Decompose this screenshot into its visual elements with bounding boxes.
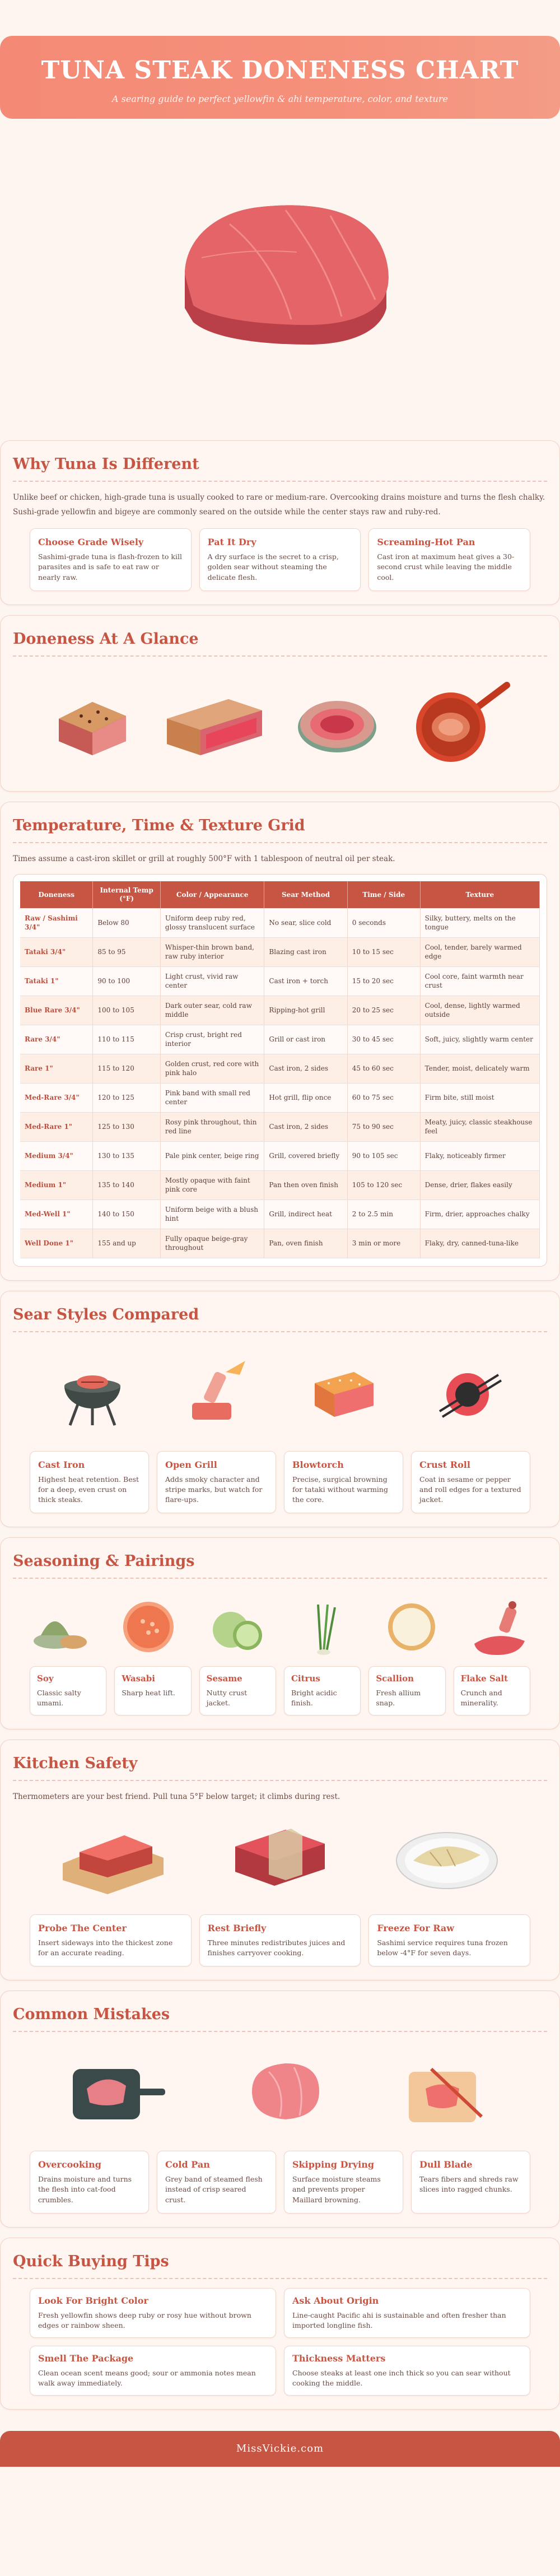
card-text: Cast iron at maximum heat gives a 30-second crust while leaving the middle cool.	[377, 552, 515, 582]
grid-note: Times assume a cast-iron skillet or grill at roughly 500°F with 1 tablespoon of neutral oil per steak.	[13, 854, 395, 863]
table-row	[20, 1025, 540, 1054]
card-title: Flake Salt	[460, 1673, 508, 1684]
card-title: Citrus	[291, 1673, 320, 1684]
table-cell: 135 to 140	[93, 1170, 161, 1199]
salt-shaker-icon	[469, 1596, 530, 1658]
section-heading: Kitchen Safety	[13, 1755, 547, 1781]
table-row	[20, 966, 540, 996]
seared-slice-icon	[292, 685, 382, 758]
card-text: Grey band of steamed flesh instead of crisp seared crust.	[165, 2175, 263, 2204]
card-title: Ask About Origin	[292, 2295, 379, 2306]
table-cell: Whisper-thin brown band, raw ruby interior	[160, 937, 264, 966]
table-cell: 105 to 120 sec	[347, 1170, 420, 1199]
page	[0, 36, 560, 2467]
table-cell: Cool, tender, barely warmed edge	[420, 937, 539, 966]
table-cell: Blazing cast iron	[264, 937, 347, 966]
hero-illustration	[0, 119, 560, 430]
table-cell: 15 to 20 sec	[347, 966, 420, 996]
seasoning-card	[114, 1666, 191, 1715]
card-title: Cold Pan	[165, 2159, 210, 2170]
tuna-steak-illustration	[162, 190, 398, 359]
card-title: Choose Grade Wisely	[38, 537, 144, 548]
safety-illustrations	[13, 1805, 547, 1905]
section-temperature-grid	[0, 802, 560, 1281]
table-cell: 0 seconds	[347, 908, 420, 937]
card-title: Smell The Package	[38, 2352, 134, 2364]
card-title: Blowtorch	[292, 1459, 344, 1470]
card-title: Screaming-Hot Pan	[377, 537, 475, 548]
skillet-icon	[406, 680, 512, 764]
sliced-steak-icon	[161, 685, 268, 758]
card-text: Sashimi-grade tuna is flash-frozen to kill parasites and is safe to eat raw or nearly raw.	[38, 552, 182, 582]
table-body	[20, 908, 540, 1258]
table-cell: Grill, covered briefly	[264, 1141, 347, 1170]
section-kitchen-safety	[0, 1740, 560, 1980]
doneness-level-cell: Medium 1"	[20, 1170, 93, 1199]
table-cell: 60 to 75 sec	[347, 1083, 420, 1112]
table-cell: 3 min or more	[347, 1229, 420, 1258]
section-buying-tips	[0, 2238, 560, 2410]
mistake-card	[157, 2151, 276, 2213]
roe-bowl-icon	[118, 1596, 179, 1658]
table-cell: Fully opaque beige-gray throughout	[160, 1229, 264, 1258]
section-why-tuna	[0, 440, 560, 605]
table-cell: Pale pink center, beige ring	[160, 1141, 264, 1170]
card-text: Choose steaks at least one inch thick so you can sear without cooking the middle.	[292, 2368, 511, 2388]
doneness-level-cell: Rare 1"	[20, 1054, 93, 1083]
column-header: Sear Method	[264, 881, 347, 908]
section-seasoning	[0, 1537, 560, 1729]
page-title: TUNA STEAK DONENESS CHART	[41, 56, 519, 85]
card-text: Highest heat retention. Best for a deep, even crust on thick steaks.	[38, 1475, 139, 1504]
table-cell: 85 to 95	[93, 937, 161, 966]
card-text: Insert sideways into the thickest zone for an accurate reading.	[38, 1938, 173, 1957]
card-text: Tears fibers and shreds raw slices into ragged chunks.	[419, 2175, 519, 2194]
table-row	[20, 1054, 540, 1083]
card-title: Cast Iron	[38, 1459, 85, 1470]
seasoning-card	[284, 1666, 361, 1715]
table-cell: Crisp crust, bright red interior	[160, 1025, 264, 1054]
safety-card	[30, 1914, 192, 1966]
table-cell: Silky, buttery, melts on the tongue	[420, 908, 539, 937]
doneness-level-cell: Medium 3/4"	[20, 1141, 93, 1170]
table-cell: 20 to 25 sec	[347, 996, 420, 1025]
sear-cards	[30, 1451, 530, 1513]
table-cell: Grill, indirect heat	[264, 1199, 347, 1229]
table-cell: 75 to 90 sec	[347, 1112, 420, 1141]
table-cell: 155 and up	[93, 1229, 161, 1258]
doneness-level-cell: Tataki 1"	[20, 966, 93, 996]
wrapped-steak-icon	[224, 1813, 336, 1897]
table-cell: Cool, dense, lightly warmed outside	[420, 996, 539, 1025]
table-cell: Ripping-hot grill	[264, 996, 347, 1025]
page-header	[0, 36, 560, 119]
table-row	[20, 1141, 540, 1170]
table-row	[20, 1170, 540, 1199]
seasoning-card	[368, 1666, 445, 1715]
card-text: Nutty crust jacket.	[206, 1689, 248, 1708]
table-header-row	[20, 881, 540, 908]
section-heading: Seasoning & Pairings	[13, 1552, 547, 1579]
card-title: Overcooking	[38, 2159, 101, 2170]
table-cell: 140 to 150	[93, 1199, 161, 1229]
table-cell: 45 to 60 sec	[347, 1054, 420, 1083]
doneness-level-cell: Well Done 1"	[20, 1229, 93, 1258]
sesame-crusted-steak-icon	[306, 1355, 379, 1428]
card-text: Precise, surgical browning for tataki without warming the core.	[292, 1475, 388, 1504]
lime-icon	[206, 1596, 267, 1658]
footer-link[interactable]: MissVickie.com	[236, 2443, 324, 2455]
mistake-illustrations	[13, 2041, 547, 2142]
card-title: Probe The Center	[38, 1923, 127, 1934]
scallion-icon	[293, 1596, 354, 1658]
table-cell: Firm, drier, approaches chalky	[420, 1199, 539, 1229]
tip-card	[30, 528, 192, 590]
table-cell: Pan, oven finish	[264, 1229, 347, 1258]
card-text: Adds smoky character and stripe marks, but watch for flare-ups.	[165, 1475, 263, 1504]
table-cell: Mostly opaque with faint pink core	[160, 1170, 264, 1199]
seasoning-card	[454, 1666, 530, 1715]
table-cell: 2 to 2.5 min	[347, 1199, 420, 1229]
intro-text: Thermometers are your best friend. Pull tuna 5°F below target; it climbs during rest.	[13, 1792, 340, 1802]
page-footer	[0, 2431, 560, 2467]
seasoning-card	[199, 1666, 276, 1715]
safety-cards	[30, 1914, 530, 1966]
seasoning-card	[30, 1666, 106, 1715]
table-cell: Firm bite, still moist	[420, 1083, 539, 1112]
table-cell: Below 80	[93, 908, 161, 937]
table-cell: Hot grill, flip once	[264, 1083, 347, 1112]
table-cell: Meaty, juicy, classic steakhouse feel	[420, 1112, 539, 1141]
table-cell: No sear, slice cold	[264, 908, 347, 937]
table-cell: 10 to 15 sec	[347, 937, 420, 966]
card-title: Open Grill	[165, 1459, 217, 1470]
table-cell: Pink band with small red center	[160, 1083, 264, 1112]
sear-card	[284, 1451, 403, 1513]
sear-card	[157, 1451, 276, 1513]
intro-text: Sushi-grade yellowfin and bigeye are commonly seared on the outside while the center stays raw and ruby-red.	[13, 507, 441, 517]
table-cell: 125 to 130	[93, 1112, 161, 1141]
table-cell: Light crust, vivid raw center	[160, 966, 264, 996]
card-text: Fresh allium snap.	[376, 1689, 421, 1708]
sear-card	[411, 1451, 530, 1513]
table-row	[20, 1229, 540, 1258]
table-cell: Soft, juicy, slightly warm center	[420, 1025, 539, 1054]
section-sear-styles	[0, 1291, 560, 1527]
table-cell: Tender, moist, delicately warm	[420, 1054, 539, 1083]
card-text: Classic salty umami.	[37, 1689, 81, 1708]
doneness-level-cell: Med-Rare 1"	[20, 1112, 93, 1141]
doneness-table-wrapper	[13, 874, 547, 1267]
seasoning-illustrations	[13, 1588, 547, 1666]
tip-card	[199, 528, 361, 590]
card-title: Dull Blade	[419, 2159, 473, 2170]
table-cell: Cool core, faint warmth near crust	[420, 966, 539, 996]
card-title: Thickness Matters	[292, 2352, 386, 2364]
table-cell: Pan then oven finish	[264, 1170, 347, 1199]
mistake-card	[411, 2151, 530, 2213]
doneness-level-cell: Blue Rare 3/4"	[20, 996, 93, 1025]
table-cell: Uniform beige with a blush hint	[160, 1199, 264, 1229]
card-title: Pat It Dry	[207, 537, 256, 548]
table-cell: 130 to 135	[93, 1141, 161, 1170]
card-text: Sashimi service requires tuna frozen below -4°F for seven days.	[377, 1938, 508, 1957]
buying-card	[284, 2288, 530, 2338]
card-title: Skipping Drying	[292, 2159, 375, 2170]
card-text: Clean ocean scent means good; sour or ammonia notes mean walk away immediately.	[38, 2368, 256, 2388]
table-row	[20, 996, 540, 1025]
glance-illustrations	[13, 666, 547, 778]
table-row	[20, 937, 540, 966]
table-cell: Grill or cast iron	[264, 1025, 347, 1054]
column-header: Time / Side	[347, 881, 420, 908]
rice-bowl-icon	[381, 1596, 442, 1658]
frying-pan-icon	[67, 2055, 168, 2128]
knife-board-icon	[403, 2055, 493, 2128]
table-cell: Flaky, dry, canned-tuna-like	[420, 1229, 539, 1258]
intro-text: Unlike beef or chicken, high-grade tuna is usually cooked to rare or medium-rare. Overcooking drains moisture and turns the flesh chalky.	[13, 493, 545, 502]
card-text: Line-caught Pacific ahi is sustainable and often fresher than imported longline fish.	[292, 2310, 506, 2329]
card-text: Crunch and minerality.	[460, 1689, 502, 1708]
table-cell: Cast iron, 2 sides	[264, 1054, 347, 1083]
plated-fish-icon	[391, 1813, 503, 1897]
chopsticks-icon	[431, 1355, 504, 1428]
grill-icon	[56, 1355, 129, 1428]
table-cell: 30 to 45 sec	[347, 1025, 420, 1054]
card-title: Wasabi	[122, 1673, 155, 1684]
table-row	[20, 1112, 540, 1141]
card-title: Scallion	[376, 1673, 414, 1684]
card-title: Sesame	[206, 1673, 242, 1684]
card-title: Freeze For Raw	[377, 1923, 455, 1934]
mistake-cards	[30, 2151, 530, 2213]
table-cell: 115 to 120	[93, 1054, 161, 1083]
safety-card	[199, 1914, 361, 1966]
section-doneness-glance	[0, 615, 560, 792]
card-text: Sharp heat lift.	[122, 1689, 175, 1698]
buying-cards	[30, 2288, 530, 2396]
card-title: Crust Roll	[419, 1459, 470, 1470]
buying-card	[30, 2288, 276, 2338]
card-text: Coat in sesame or pepper and roll edges for a textured jacket.	[419, 1475, 521, 1504]
table-row	[20, 1199, 540, 1229]
section-heading: Quick Buying Tips	[13, 2253, 547, 2279]
column-header: Color / Appearance	[160, 881, 264, 908]
table-cell: 110 to 115	[93, 1025, 161, 1054]
doneness-level-cell: Med-Well 1"	[20, 1199, 93, 1229]
card-title: Look For Bright Color	[38, 2295, 148, 2306]
column-header: Texture	[420, 881, 539, 908]
doneness-level-cell: Med-Rare 3/4"	[20, 1083, 93, 1112]
table-row	[20, 908, 540, 937]
section-heading: Doneness At A Glance	[13, 630, 547, 657]
table-cell: Golden crust, red core with pink halo	[160, 1054, 264, 1083]
section-heading: Common Mistakes	[13, 2006, 547, 2032]
card-text: Drains moisture and turns the flesh into cat-food crumbles.	[38, 2175, 132, 2204]
doneness-level-cell: Rare 3/4"	[20, 1025, 93, 1054]
blowtorch-icon	[181, 1355, 254, 1428]
card-text: Fresh yellowfin shows deep ruby or rosy hue without brown edges or rainbow sheen.	[38, 2310, 251, 2329]
column-header: Doneness	[20, 881, 93, 908]
card-title: Rest Briefly	[207, 1923, 267, 1934]
doneness-level-cell: Tataki 3/4"	[20, 937, 93, 966]
wasabi-icon	[30, 1596, 91, 1658]
section-heading: Why Tuna Is Different	[13, 455, 547, 482]
table-cell: 100 to 105	[93, 996, 161, 1025]
buying-card	[284, 2346, 530, 2396]
safety-card	[368, 1914, 530, 1966]
mistake-card	[284, 2151, 403, 2213]
table-cell: Uniform deep ruby red, glossy translucent surface	[160, 908, 264, 937]
card-text: Three minutes redistributes juices and finishes carryover cooking.	[207, 1938, 346, 1957]
section-common-mistakes	[0, 1991, 560, 2227]
table-row	[20, 1083, 540, 1112]
column-header: Internal Temp (°F)	[93, 881, 161, 908]
cutting-board-steak-icon	[57, 1813, 169, 1897]
page-subtitle: A searing guide to perfect yellowfin & ahi temperature, color, and texture	[112, 94, 448, 104]
seared-cube-icon	[48, 685, 137, 758]
sear-card	[30, 1451, 149, 1513]
tip-cards	[30, 528, 530, 590]
table-cell: Cast iron + torch	[264, 966, 347, 996]
table-cell: Rosy pink throughout, thin red line	[160, 1112, 264, 1141]
section-heading: Temperature, Time & Texture Grid	[13, 817, 547, 843]
mistake-card	[30, 2151, 149, 2213]
doneness-table	[20, 881, 540, 1258]
table-cell: Cast iron, 2 sides	[264, 1112, 347, 1141]
card-text: Bright acidic finish.	[291, 1689, 337, 1708]
card-text: Surface moisture steams and prevents proper Maillard browning.	[292, 2175, 381, 2204]
table-cell: 120 to 125	[93, 1083, 161, 1112]
card-text: A dry surface is the secret to a crisp, golden sear without steaming the delicate flesh.	[207, 552, 339, 582]
card-title: Soy	[37, 1673, 54, 1684]
section-heading: Sear Styles Compared	[13, 1306, 547, 1332]
sear-illustrations	[13, 1341, 547, 1442]
table-cell: 90 to 100	[93, 966, 161, 996]
tip-card	[368, 528, 530, 590]
table-cell: Dark outer sear, cold raw middle	[160, 996, 264, 1025]
table-cell: Flaky, noticeably firmer	[420, 1141, 539, 1170]
table-cell: 90 to 105 sec	[347, 1141, 420, 1170]
table-cell: Dense, drier, flakes easily	[420, 1170, 539, 1199]
buying-card	[30, 2346, 276, 2396]
seasoning-cards	[30, 1666, 530, 1715]
doneness-level-cell: Raw / Sashimi 3/4"	[20, 908, 93, 937]
raw-steak-icon	[244, 2055, 328, 2128]
